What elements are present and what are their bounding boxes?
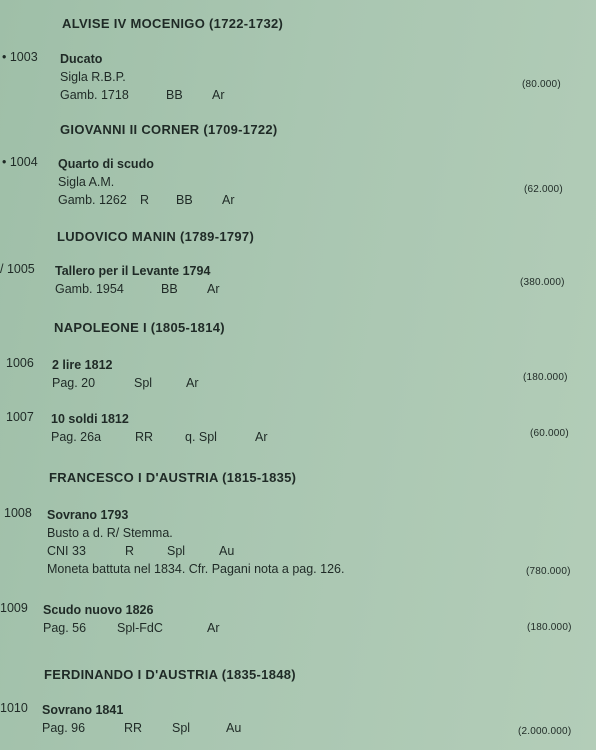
lot-number: • 1003 — [2, 50, 38, 64]
section-heading: FRANCESCO I D'AUSTRIA (1815-1835) — [49, 470, 297, 485]
lot-title: Tallero per il Levante 1794 — [55, 264, 211, 278]
lot-number: 1009 — [0, 601, 28, 615]
lot-number: 1010 — [0, 701, 28, 715]
section-heading: NAPOLEONE I (1805-1814) — [54, 320, 225, 335]
lot-detail-line: CNI 33 R Spl Au — [47, 544, 235, 558]
lot-title: Scudo nuovo 1826 — [43, 603, 154, 617]
lot-title: 10 soldi 1812 — [51, 412, 129, 426]
lot-number: 1008 — [4, 506, 32, 520]
lot-estimate: (380.000) — [520, 277, 565, 288]
lot-detail-line: Busto a d. R/ Stemma. — [47, 526, 173, 540]
lot-detail-line: Sigla R.B.P. — [60, 70, 126, 84]
lot-detail-line: Moneta battuta nel 1834. Cfr. Pagani nota a pag. 126. — [47, 562, 345, 576]
lot-title: Sovrano 1793 — [47, 508, 129, 522]
section-heading: FERDINANDO I D'AUSTRIA (1835-1848) — [44, 667, 296, 682]
lot-detail-line: Pag. 26a RR q. Spl Ar — [51, 430, 268, 444]
lot-estimate: (2.000.000) — [518, 726, 572, 737]
lot-title: 2 lire 1812 — [52, 358, 113, 372]
lot-number: 1006 — [6, 356, 34, 370]
lot-title: Quarto di scudo — [58, 157, 154, 171]
lot-title: Sovrano 1841 — [42, 703, 124, 717]
lot-detail-line: Pag. 56 Spl-FdC Ar — [43, 621, 220, 635]
lot-estimate: (80.000) — [522, 79, 561, 90]
section-heading: LUDOVICO MANIN (1789-1797) — [57, 229, 255, 244]
lot-title: Ducato — [60, 52, 103, 66]
lot-detail-line: Sigla A.M. — [58, 175, 115, 189]
lot-number: 1007 — [6, 410, 34, 424]
section-heading: GIOVANNI II CORNER (1709-1722) — [60, 122, 278, 137]
lot-number: / 1005 — [0, 262, 35, 276]
lot-detail-line: Pag. 96 RR Spl Au — [42, 721, 242, 735]
lot-number: • 1004 — [2, 155, 38, 169]
lot-estimate: (60.000) — [530, 428, 569, 439]
lot-estimate: (62.000) — [524, 184, 563, 195]
lot-estimate: (180.000) — [523, 372, 568, 383]
lot-estimate: (180.000) — [527, 622, 572, 633]
lot-detail-line: Pag. 20 Spl Ar — [52, 376, 199, 390]
section-heading: ALVISE IV MOCENIGO (1722-1732) — [62, 16, 284, 31]
lot-detail-line: Gamb. 1718 BB Ar — [60, 88, 225, 102]
lot-estimate: (780.000) — [526, 566, 571, 577]
lot-detail-line: Gamb. 1262 R BB Ar — [58, 193, 235, 207]
lot-detail-line: Gamb. 1954 BB Ar — [55, 282, 220, 296]
